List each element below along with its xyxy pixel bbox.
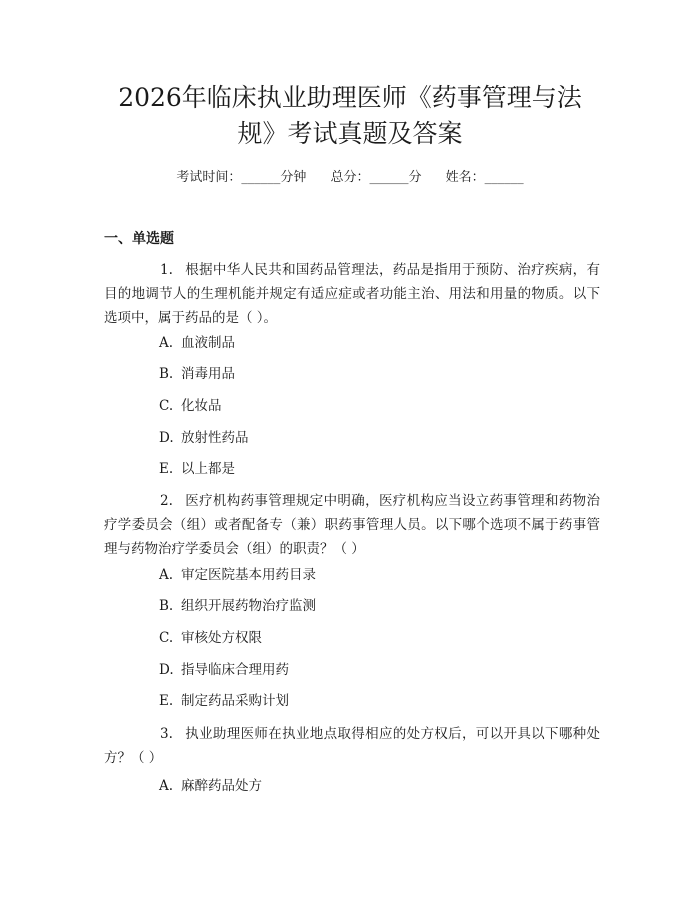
option-text: 化妆品 [181,398,222,414]
question-1-option-d[interactable] [159,428,249,448]
option-letter: A. [159,778,174,794]
option-text: 放射性药品 [181,430,249,446]
student-name-field: 姓名：______ [445,170,524,185]
question-1-option-e[interactable] [159,459,235,479]
option-letter: D. [159,430,174,446]
option-letter: B. [159,598,174,614]
option-letter: E. [159,461,174,477]
option-letter: B. [159,366,174,382]
question-3-stem [104,722,600,770]
question-3-text: 执业助理医师在执业地点取得相应的处方权后，可以开具以下哪种处方？（ ） [104,726,600,766]
option-text: 组织开展药物治疗监测 [181,598,316,614]
question-2-stem [104,489,600,561]
exam-meta-line [0,168,700,188]
question-2-number: 2. [160,493,173,509]
option-letter: C. [159,630,174,646]
option-text: 审核处方权限 [181,630,262,646]
question-1-option-b[interactable] [159,364,235,384]
document-title: 2026年临床执业助理医师《药事管理与法规》考试真题及答案 [118,83,582,148]
option-letter: D. [159,662,174,678]
option-text: 审定医院基本用药目录 [181,567,316,583]
option-letter: C. [159,398,174,414]
option-letter: E. [159,693,174,709]
section-heading-single-choice: 一、单选题 [104,231,174,247]
question-1-option-c[interactable] [159,396,222,416]
exam-time-field: 考试时间：______分钟 [176,170,307,185]
option-text: 麻醉药品处方 [181,778,262,794]
question-1-option-a[interactable] [159,333,235,353]
option-text: 血液制品 [181,335,235,351]
question-2-option-c[interactable] [159,628,262,648]
question-2-text: 医疗机构药事管理规定中明确，医疗机构应当设立药事管理和药物治疗学委员会（组）或者配备专（兼）职药事管理人员。以下哪个选项不属于药事管理与药物治疗学委员会（组）的职责？（ ） [104,493,600,557]
option-text: 指导临床合理用药 [181,662,289,678]
option-text: 以上都是 [181,461,235,477]
option-letter: A. [159,335,174,351]
question-2-option-d[interactable] [159,660,289,680]
question-2-option-a[interactable] [159,565,316,585]
option-letter: A. [159,567,174,583]
question-3-number: 3. [160,726,173,742]
question-3-option-a[interactable] [159,776,262,796]
question-2-option-e[interactable] [159,691,289,711]
question-1-text: 根据中华人民共和国药品管理法，药品是指用于预防、治疗疾病，有目的地调节人的生理机能并规定有适应症或者功能主治、用法和用量的物质。以下选项中，属于药品的是（ ）。 [104,262,600,326]
total-score-field: 总分：______分 [330,170,422,185]
question-1-number: 1. [160,262,173,278]
option-text: 制定药品采购计划 [181,693,289,709]
question-1-stem [104,258,600,330]
option-text: 消毒用品 [181,366,235,382]
question-2-option-b[interactable] [159,596,316,616]
